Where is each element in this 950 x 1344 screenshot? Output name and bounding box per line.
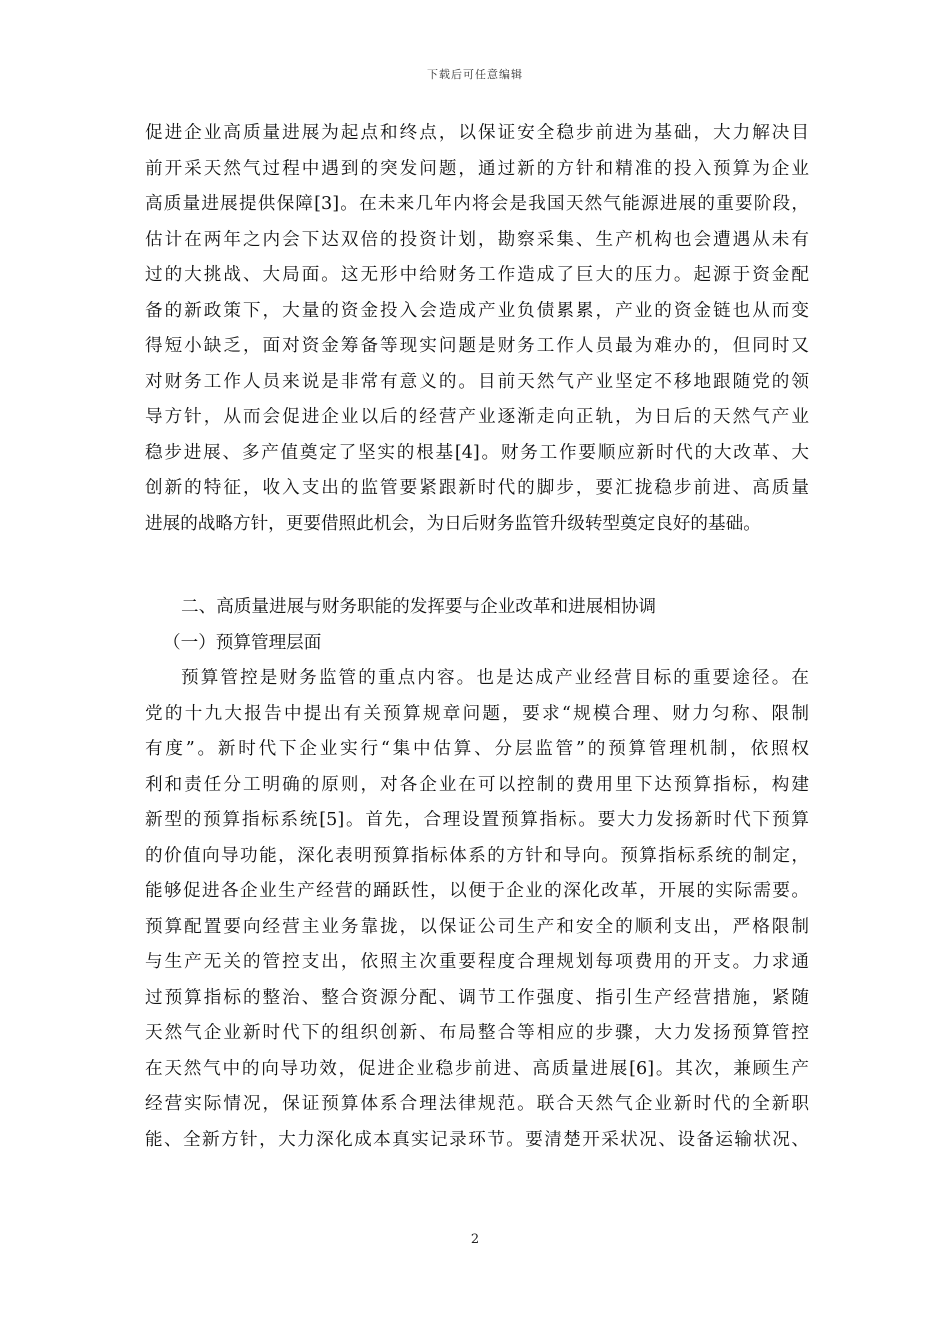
text-line: 有度”。新时代下企业实行“集中估算、分层监管”的预算管理机制，依照权 [145,739,809,759]
text-line: 得短小缺乏，面对资金筹备等现实问题是财务工作人员最为难办的，但同时又 [145,336,809,356]
document-body [145,116,809,1158]
text-line: 过的大挑战、大局面。这无形中给财务工作造成了巨大的压力。起源于资金配 [145,265,809,285]
text-line: 利和责任分工明确的原则，对各企业在可以控制的费用里下达预算指标，构建 [145,774,809,795]
section-heading: 二、高质量进展与财务职能的发挥要与企业改革和进展相协调 [181,597,657,617]
text-line: 估计在两年之内会下达双倍的投资计划，勘察采集、生产机构也会遭遇从未有 [145,229,809,250]
paragraph-2 [145,661,809,1158]
paragraph-1 [145,116,809,542]
text-line: 创新的特征，收入支出的监管要紧跟新时代的脚步，要汇拢稳步前进、高质量 [145,478,809,498]
text-line: 过预算指标的整治、整合资源分配、调节工作强度、指引生产经营措施，紧随 [145,987,809,1008]
text-line: 前开采天然气过程中遇到的突发问题，通过新的方针和精准的投入预算为企业 [145,158,809,179]
text-line: 预算配置要向经营主业务靠拢，以保证公司生产和安全的顺利支出，严格限制 [145,916,809,937]
text-line: 导方针，从而会促进企业以后的经营产业逐渐走向正轨，为日后的天然气产业 [145,407,809,427]
text-line: 天然气企业新时代下的组织创新、布局整合等相应的步骤，大力发扬预算管控 [145,1023,809,1043]
text-line: 新型的预算指标系统[5]。首先，合理设置预算指标。要大力发扬新时代下预算 [145,810,809,830]
text-line: 进展的战略方针，更要借照此机会，为日后财务监管升级转型奠定良好的基础。 [145,513,761,534]
text-line: 对财务工作人员来说是非常有意义的。目前天然气产业坚定不移地跟随党的领 [145,371,809,392]
page-header: 下载后可任意编辑 [427,68,523,81]
text-line: 经营实际情况，保证预算体系合理法律规范。联合天然气企业新时代的全新职 [145,1094,809,1114]
subsection-heading: （一）预算管理层面 [163,632,322,653]
text-line: 备的新政策下，大量的资金投入会造成产业负债累累，产业的资金链也从而变 [145,300,809,321]
text-line: 在天然气中的向导功效，促进企业稳步前进、高质量进展[6]。其次，兼顾生产 [145,1058,809,1079]
section-gap [145,542,809,590]
text-line: 能够促进各企业生产经营的踊跃性，以便于企业的深化改革，开展的实际需要。 [145,881,809,901]
page-number: 2 [470,1232,480,1247]
text-line: 党的十九大报告中提出有关预算规章问题，要求“规模合理、财力匀称、限制 [145,703,809,724]
text-line: 稳步进展、多产值奠定了坚实的根基[4]。财务工作要顺应新时代的大改革、大 [145,442,809,463]
section-2 [145,590,809,1158]
text-line: 高质量进展提供保障[3]。在未来几年内将会是我国天然气能源进展的重要阶段， [145,194,809,214]
text-line: 能、全新方针，大力深化成本真实记录环节。要清楚开采状况、设备运输状况、 [145,1129,809,1150]
text-line: 预算管控是财务监管的重点内容。也是达成产业经营目标的重要途径。在 [181,668,809,688]
text-line: 与生产无关的管控支出，依照主次重要程度合理规划每项费用的开支。力求通 [145,952,809,972]
text-line: 促进企业高质量进展为起点和终点，以保证安全稳步前进为基础，大力解决目 [145,123,809,143]
text-line: 的价值向导功能，深化表明预算指标体系的方针和导向。预算指标系统的制定， [145,845,809,866]
